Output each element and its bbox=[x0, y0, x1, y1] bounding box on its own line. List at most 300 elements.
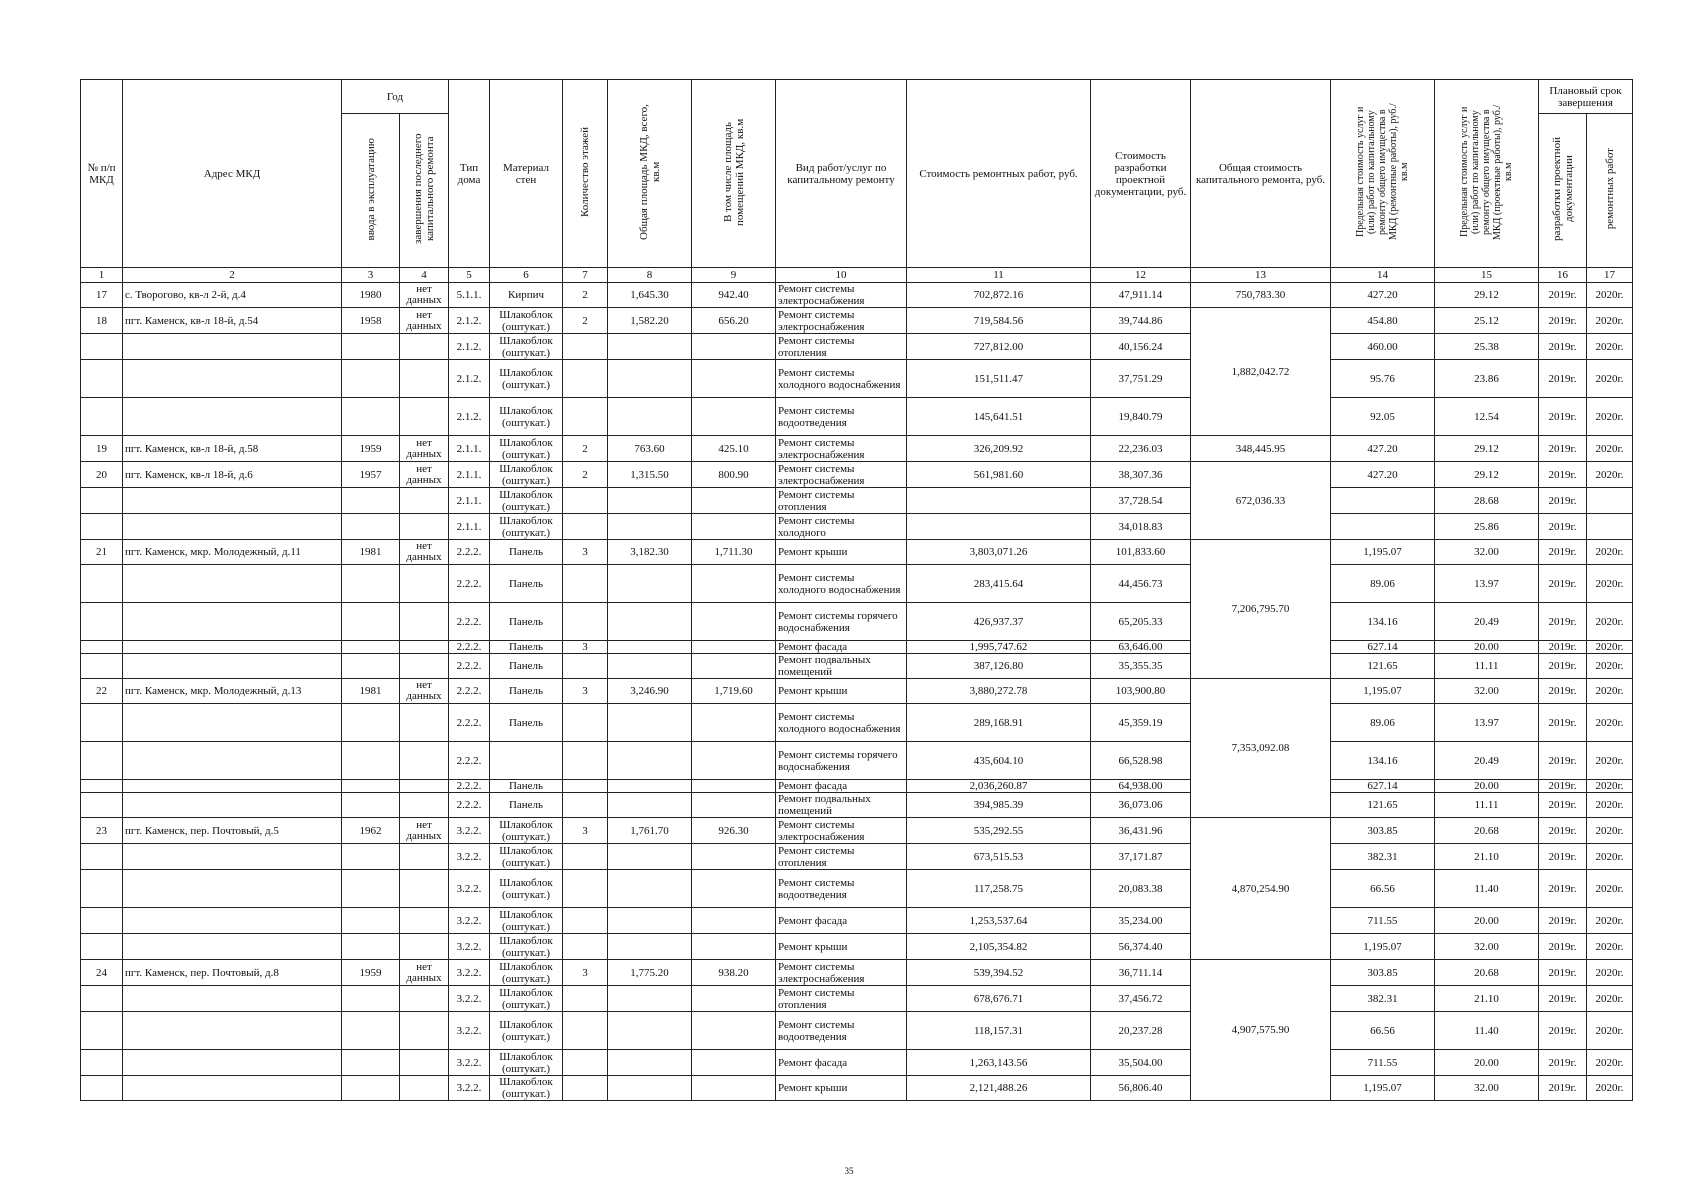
deadline-design: 2019г. bbox=[1539, 1012, 1587, 1050]
floors bbox=[563, 398, 608, 436]
table-row bbox=[81, 488, 1633, 514]
design-cost: 37,171.87 bbox=[1091, 844, 1191, 870]
limit-design: 11.40 bbox=[1435, 870, 1539, 908]
column-number: 15 bbox=[1435, 268, 1539, 283]
repair-cost: 289,168.91 bbox=[907, 704, 1091, 742]
address bbox=[123, 360, 342, 398]
repair-cost: 535,292.55 bbox=[907, 818, 1091, 844]
total-cost: 4,907,575.90 bbox=[1191, 960, 1331, 1101]
floors bbox=[563, 334, 608, 360]
column-number: 5 bbox=[449, 268, 490, 283]
premises-area bbox=[692, 780, 776, 793]
floors bbox=[563, 1012, 608, 1050]
year-last-repair bbox=[400, 603, 449, 641]
house-type: 2.1.1. bbox=[449, 514, 490, 540]
wall-material: Панель bbox=[490, 654, 563, 679]
floors bbox=[563, 870, 608, 908]
year-built bbox=[342, 870, 400, 908]
header-house-type: Тип дома bbox=[449, 80, 490, 268]
year-built: 1958 bbox=[342, 308, 400, 334]
wall-material: Шлакоблок (оштукат.) bbox=[490, 360, 563, 398]
premises-area bbox=[692, 565, 776, 603]
repair-cost: 283,415.64 bbox=[907, 565, 1091, 603]
design-cost: 45,359.19 bbox=[1091, 704, 1191, 742]
house-type: 2.2.2. bbox=[449, 704, 490, 742]
header-work-type: Вид работ/услуг по капитальному ремонту bbox=[776, 80, 907, 268]
deadline-repair: 2020г. bbox=[1587, 308, 1633, 334]
deadline-design: 2019г. bbox=[1539, 514, 1587, 540]
repair-cost: 426,937.37 bbox=[907, 603, 1091, 641]
row-number bbox=[81, 704, 123, 742]
work-type: Ремонт системы водоотведения bbox=[776, 398, 907, 436]
limit-design: 13.97 bbox=[1435, 704, 1539, 742]
work-type: Ремонт системы электроснабжения bbox=[776, 308, 907, 334]
limit-design: 32.00 bbox=[1435, 540, 1539, 565]
column-number: 4 bbox=[400, 268, 449, 283]
header-year-built: ввода в эксплуатацию bbox=[342, 114, 400, 268]
limit-design: 21.10 bbox=[1435, 844, 1539, 870]
address bbox=[123, 986, 342, 1012]
deadline-design: 2019г. bbox=[1539, 793, 1587, 818]
limit-repair: 427.20 bbox=[1331, 462, 1435, 488]
wall-material: Панель bbox=[490, 793, 563, 818]
deadline-repair: 2020г. bbox=[1587, 679, 1633, 704]
limit-design: 29.12 bbox=[1435, 436, 1539, 462]
total-area bbox=[608, 641, 692, 654]
work-type: Ремонт системы электроснабжения bbox=[776, 818, 907, 844]
work-type: Ремонт системы электроснабжения bbox=[776, 462, 907, 488]
year-built: 1959 bbox=[342, 960, 400, 986]
table-row bbox=[81, 641, 1633, 654]
premises-area bbox=[692, 641, 776, 654]
house-type: 2.2.2. bbox=[449, 679, 490, 704]
floors: 2 bbox=[563, 283, 608, 308]
row-number bbox=[81, 514, 123, 540]
house-type: 2.2.2. bbox=[449, 780, 490, 793]
total-area bbox=[608, 844, 692, 870]
work-type: Ремонт крыши bbox=[776, 1076, 907, 1101]
year-last-repair bbox=[400, 565, 449, 603]
table-row bbox=[81, 986, 1633, 1012]
wall-material: Панель bbox=[490, 641, 563, 654]
work-type: Ремонт крыши bbox=[776, 934, 907, 960]
header-limit-design: Предельная стоимость услуг и (или) работ по капитальному ремонту общего имущества в МКД (проектные работы), руб./кв.м bbox=[1435, 80, 1539, 268]
total-area: 3,182.30 bbox=[608, 540, 692, 565]
premises-area bbox=[692, 603, 776, 641]
work-type: Ремонт системы водоотведения bbox=[776, 1012, 907, 1050]
limit-repair: 66.56 bbox=[1331, 1012, 1435, 1050]
deadline-design: 2019г. bbox=[1539, 818, 1587, 844]
repair-cost: 326,209.92 bbox=[907, 436, 1091, 462]
work-type: Ремонт крыши bbox=[776, 540, 907, 565]
repair-cost: 727,812.00 bbox=[907, 334, 1091, 360]
limit-repair: 121.65 bbox=[1331, 654, 1435, 679]
limit-repair: 134.16 bbox=[1331, 742, 1435, 780]
deadline-repair: 2020г. bbox=[1587, 818, 1633, 844]
deadline-repair: 2020г. bbox=[1587, 1012, 1633, 1050]
premises-area bbox=[692, 742, 776, 780]
wall-material: Шлакоблок (оштукат.) bbox=[490, 334, 563, 360]
year-last-repair: нет данных bbox=[400, 436, 449, 462]
wall-material: Шлакоблок (оштукат.) bbox=[490, 1050, 563, 1076]
design-cost: 40,156.24 bbox=[1091, 334, 1191, 360]
design-cost: 20,237.28 bbox=[1091, 1012, 1191, 1050]
total-cost: 348,445.95 bbox=[1191, 436, 1331, 462]
deadline-repair: 2020г. bbox=[1587, 654, 1633, 679]
deadline-repair: 2020г. bbox=[1587, 742, 1633, 780]
repair-cost: 387,126.80 bbox=[907, 654, 1091, 679]
table-row bbox=[81, 514, 1633, 540]
limit-repair: 460.00 bbox=[1331, 334, 1435, 360]
premises-area: 938.20 bbox=[692, 960, 776, 986]
deadline-design: 2019г. bbox=[1539, 488, 1587, 514]
work-type: Ремонт фасада bbox=[776, 780, 907, 793]
work-type: Ремонт системы отопления bbox=[776, 844, 907, 870]
address: пгт. Каменск, мкр. Молодежный, д.13 bbox=[123, 679, 342, 704]
house-type: 2.1.1. bbox=[449, 436, 490, 462]
deadline-design: 2019г. bbox=[1539, 308, 1587, 334]
deadline-repair: 2020г. bbox=[1587, 398, 1633, 436]
header-total-cost: Общая стоимость капитального ремонта, руб. bbox=[1191, 80, 1331, 268]
row-number: 19 bbox=[81, 436, 123, 462]
total-cost: 4,870,254.90 bbox=[1191, 818, 1331, 960]
limit-design: 11.11 bbox=[1435, 793, 1539, 818]
deadline-repair: 2020г. bbox=[1587, 844, 1633, 870]
year-last-repair bbox=[400, 1076, 449, 1101]
total-area: 3,246.90 bbox=[608, 679, 692, 704]
address bbox=[123, 1076, 342, 1101]
total-area bbox=[608, 334, 692, 360]
floors bbox=[563, 986, 608, 1012]
premises-area bbox=[692, 488, 776, 514]
row-number bbox=[81, 641, 123, 654]
premises-area bbox=[692, 514, 776, 540]
address bbox=[123, 654, 342, 679]
table-row bbox=[81, 360, 1633, 398]
limit-repair: 382.31 bbox=[1331, 844, 1435, 870]
premises-area bbox=[692, 908, 776, 934]
limit-repair: 382.31 bbox=[1331, 986, 1435, 1012]
deadline-design: 2019г. bbox=[1539, 844, 1587, 870]
wall-material: Панель bbox=[490, 603, 563, 641]
repair-cost: 1,263,143.56 bbox=[907, 1050, 1091, 1076]
row-number bbox=[81, 1050, 123, 1076]
limit-design: 25.38 bbox=[1435, 334, 1539, 360]
design-cost: 36,073.06 bbox=[1091, 793, 1191, 818]
limit-design: 20.00 bbox=[1435, 780, 1539, 793]
wall-material: Шлакоблок (оштукат.) bbox=[490, 870, 563, 908]
limit-design: 23.86 bbox=[1435, 360, 1539, 398]
year-built bbox=[342, 742, 400, 780]
floors bbox=[563, 908, 608, 934]
premises-area: 1,719.60 bbox=[692, 679, 776, 704]
deadline-design: 2019г. bbox=[1539, 1076, 1587, 1101]
house-type: 2.1.2. bbox=[449, 334, 490, 360]
deadline-design: 2019г. bbox=[1539, 704, 1587, 742]
design-cost: 37,751.29 bbox=[1091, 360, 1191, 398]
row-number bbox=[81, 360, 123, 398]
year-last-repair bbox=[400, 1012, 449, 1050]
row-number bbox=[81, 844, 123, 870]
deadline-design: 2019г. bbox=[1539, 986, 1587, 1012]
table-row bbox=[81, 565, 1633, 603]
design-cost: 39,744.86 bbox=[1091, 308, 1191, 334]
design-cost: 66,528.98 bbox=[1091, 742, 1191, 780]
total-area bbox=[608, 793, 692, 818]
year-built bbox=[342, 514, 400, 540]
year-last-repair bbox=[400, 641, 449, 654]
limit-design: 12.54 bbox=[1435, 398, 1539, 436]
house-type: 3.2.2. bbox=[449, 844, 490, 870]
year-last-repair: нет данных bbox=[400, 818, 449, 844]
row-number: 21 bbox=[81, 540, 123, 565]
house-type: 3.2.2. bbox=[449, 1050, 490, 1076]
year-built: 1959 bbox=[342, 436, 400, 462]
deadline-design: 2019г. bbox=[1539, 398, 1587, 436]
work-type: Ремонт системы водоотведения bbox=[776, 870, 907, 908]
wall-material: Шлакоблок (оштукат.) bbox=[490, 514, 563, 540]
house-type: 2.2.2. bbox=[449, 742, 490, 780]
design-cost: 36,431.96 bbox=[1091, 818, 1191, 844]
capital-repair-table bbox=[80, 79, 1633, 1101]
limit-design: 20.68 bbox=[1435, 818, 1539, 844]
address bbox=[123, 334, 342, 360]
year-last-repair bbox=[400, 742, 449, 780]
row-number bbox=[81, 934, 123, 960]
premises-area bbox=[692, 704, 776, 742]
year-built bbox=[342, 488, 400, 514]
column-number: 7 bbox=[563, 268, 608, 283]
limit-design: 20.00 bbox=[1435, 1050, 1539, 1076]
house-type: 3.2.2. bbox=[449, 1012, 490, 1050]
header-floors: Количество этажей bbox=[563, 80, 608, 268]
table-row bbox=[81, 960, 1633, 986]
work-type: Ремонт системы холодного водоснабжения bbox=[776, 565, 907, 603]
year-built bbox=[342, 1050, 400, 1076]
year-built bbox=[342, 844, 400, 870]
house-type: 2.2.2. bbox=[449, 565, 490, 603]
year-built bbox=[342, 793, 400, 818]
address bbox=[123, 908, 342, 934]
column-number: 9 bbox=[692, 268, 776, 283]
deadline-design: 2019г. bbox=[1539, 603, 1587, 641]
total-cost: 1,882,042.72 bbox=[1191, 308, 1331, 436]
row-number bbox=[81, 334, 123, 360]
deadline-repair: 2020г. bbox=[1587, 1050, 1633, 1076]
year-built bbox=[342, 986, 400, 1012]
header-address: Адрес МКД bbox=[123, 80, 342, 268]
deadline-repair: 2020г. bbox=[1587, 540, 1633, 565]
limit-design: 20.68 bbox=[1435, 960, 1539, 986]
total-area bbox=[608, 360, 692, 398]
table-row bbox=[81, 540, 1633, 565]
header-limit-repair: Предельная стоимость услуг и (или) работ по капитальному ремонту общего имущества в МКД (ремонтные работы), руб./кв.м bbox=[1331, 80, 1435, 268]
design-cost: 37,456.72 bbox=[1091, 986, 1191, 1012]
deadline-design: 2019г. bbox=[1539, 934, 1587, 960]
deadline-design: 2019г. bbox=[1539, 436, 1587, 462]
repair-cost: 2,105,354.82 bbox=[907, 934, 1091, 960]
floors bbox=[563, 780, 608, 793]
floors: 3 bbox=[563, 540, 608, 565]
design-cost: 34,018.83 bbox=[1091, 514, 1191, 540]
deadline-design: 2019г. bbox=[1539, 679, 1587, 704]
table-row bbox=[81, 654, 1633, 679]
house-type: 3.2.2. bbox=[449, 1076, 490, 1101]
total-area: 1,645.30 bbox=[608, 283, 692, 308]
year-built bbox=[342, 780, 400, 793]
total-area bbox=[608, 398, 692, 436]
column-number: 12 bbox=[1091, 268, 1191, 283]
row-number bbox=[81, 488, 123, 514]
address bbox=[123, 844, 342, 870]
table-header bbox=[81, 80, 1633, 283]
design-cost: 38,307.36 bbox=[1091, 462, 1191, 488]
house-type: 2.1.2. bbox=[449, 308, 490, 334]
header-no: № п/п МКД bbox=[81, 80, 123, 268]
house-type: 2.2.2. bbox=[449, 603, 490, 641]
year-last-repair bbox=[400, 514, 449, 540]
limit-repair: 95.76 bbox=[1331, 360, 1435, 398]
premises-area bbox=[692, 870, 776, 908]
repair-cost: 678,676.71 bbox=[907, 986, 1091, 1012]
house-type: 3.2.2. bbox=[449, 986, 490, 1012]
floors bbox=[563, 514, 608, 540]
house-type: 3.2.2. bbox=[449, 934, 490, 960]
repair-cost bbox=[907, 514, 1091, 540]
row-number bbox=[81, 986, 123, 1012]
year-last-repair bbox=[400, 793, 449, 818]
floors: 3 bbox=[563, 641, 608, 654]
year-built bbox=[342, 654, 400, 679]
total-area: 1,582.20 bbox=[608, 308, 692, 334]
year-built: 1981 bbox=[342, 540, 400, 565]
repair-cost: 435,604.10 bbox=[907, 742, 1091, 780]
address: пгт. Каменск, кв-л 18-й, д.58 bbox=[123, 436, 342, 462]
repair-cost: 539,394.52 bbox=[907, 960, 1091, 986]
total-area bbox=[608, 704, 692, 742]
limit-repair: 1,195.07 bbox=[1331, 540, 1435, 565]
column-number: 2 bbox=[123, 268, 342, 283]
address: пгт. Каменск, кв-л 18-й, д.6 bbox=[123, 462, 342, 488]
year-built bbox=[342, 704, 400, 742]
total-area bbox=[608, 1012, 692, 1050]
work-type: Ремонт системы отопления bbox=[776, 986, 907, 1012]
limit-repair: 121.65 bbox=[1331, 793, 1435, 818]
total-area bbox=[608, 986, 692, 1012]
wall-material: Панель bbox=[490, 679, 563, 704]
limit-repair: 66.56 bbox=[1331, 870, 1435, 908]
design-cost: 35,355.35 bbox=[1091, 654, 1191, 679]
house-type: 2.1.2. bbox=[449, 398, 490, 436]
floors bbox=[563, 1076, 608, 1101]
floors bbox=[563, 742, 608, 780]
year-last-repair bbox=[400, 654, 449, 679]
floors bbox=[563, 934, 608, 960]
design-cost: 101,833.60 bbox=[1091, 540, 1191, 565]
wall-material: Шлакоблок (оштукат.) bbox=[490, 462, 563, 488]
year-built bbox=[342, 1076, 400, 1101]
table-row bbox=[81, 704, 1633, 742]
premises-area bbox=[692, 1012, 776, 1050]
premises-area bbox=[692, 334, 776, 360]
deadline-design: 2019г. bbox=[1539, 1050, 1587, 1076]
repair-cost: 1,253,537.64 bbox=[907, 908, 1091, 934]
row-number: 20 bbox=[81, 462, 123, 488]
total-cost: 672,036.33 bbox=[1191, 462, 1331, 540]
deadline-repair: 2020г. bbox=[1587, 565, 1633, 603]
wall-material: Шлакоблок (оштукат.) bbox=[490, 960, 563, 986]
deadline-repair: 2020г. bbox=[1587, 1076, 1633, 1101]
column-number: 14 bbox=[1331, 268, 1435, 283]
floors: 3 bbox=[563, 960, 608, 986]
table-row bbox=[81, 1076, 1633, 1101]
limit-design: 32.00 bbox=[1435, 1076, 1539, 1101]
table-row bbox=[81, 908, 1633, 934]
floors: 2 bbox=[563, 436, 608, 462]
repair-cost: 2,036,260.87 bbox=[907, 780, 1091, 793]
deadline-repair: 2020г. bbox=[1587, 360, 1633, 398]
address bbox=[123, 780, 342, 793]
deadline-design: 2019г. bbox=[1539, 360, 1587, 398]
limit-design: 20.00 bbox=[1435, 641, 1539, 654]
address: пгт. Каменск, пер. Почтовый, д.5 bbox=[123, 818, 342, 844]
total-area bbox=[608, 780, 692, 793]
limit-repair: 1,195.07 bbox=[1331, 679, 1435, 704]
address: пгт. Каменск, пер. Почтовый, д.8 bbox=[123, 960, 342, 986]
total-area: 1,775.20 bbox=[608, 960, 692, 986]
total-area: 763.60 bbox=[608, 436, 692, 462]
repair-cost: 1,995,747.62 bbox=[907, 641, 1091, 654]
row-number bbox=[81, 780, 123, 793]
header-design-cost: Стоимость разработки проектной документации, руб. bbox=[1091, 80, 1191, 268]
limit-repair: 711.55 bbox=[1331, 1050, 1435, 1076]
floors: 3 bbox=[563, 818, 608, 844]
deadline-repair: 2020г. bbox=[1587, 603, 1633, 641]
design-cost: 35,234.00 bbox=[1091, 908, 1191, 934]
address bbox=[123, 870, 342, 908]
year-last-repair bbox=[400, 986, 449, 1012]
header-year-group: Год bbox=[342, 80, 449, 114]
limit-design: 25.12 bbox=[1435, 308, 1539, 334]
work-type: Ремонт системы горячего водоснабжения bbox=[776, 742, 907, 780]
deadline-repair: 2020г. bbox=[1587, 641, 1633, 654]
row-number bbox=[81, 793, 123, 818]
year-last-repair bbox=[400, 870, 449, 908]
design-cost: 20,083.38 bbox=[1091, 870, 1191, 908]
deadline-repair: 2020г. bbox=[1587, 436, 1633, 462]
work-type: Ремонт подвальных помещений bbox=[776, 654, 907, 679]
premises-area: 942.40 bbox=[692, 283, 776, 308]
row-number bbox=[81, 398, 123, 436]
repair-cost: 561,981.60 bbox=[907, 462, 1091, 488]
premises-area bbox=[692, 793, 776, 818]
deadline-repair: 2020г. bbox=[1587, 704, 1633, 742]
table-row bbox=[81, 398, 1633, 436]
year-last-repair: нет данных bbox=[400, 462, 449, 488]
total-area: 1,761.70 bbox=[608, 818, 692, 844]
deadline-design: 2019г. bbox=[1539, 540, 1587, 565]
house-type: 3.2.2. bbox=[449, 960, 490, 986]
column-number: 1 bbox=[81, 268, 123, 283]
house-type: 2.2.2. bbox=[449, 540, 490, 565]
deadline-repair bbox=[1587, 514, 1633, 540]
address bbox=[123, 603, 342, 641]
work-type: Ремонт системы холодного водоснабжения bbox=[776, 360, 907, 398]
table-row bbox=[81, 818, 1633, 844]
limit-design: 11.11 bbox=[1435, 654, 1539, 679]
deadline-design: 2019г. bbox=[1539, 462, 1587, 488]
total-area bbox=[608, 514, 692, 540]
